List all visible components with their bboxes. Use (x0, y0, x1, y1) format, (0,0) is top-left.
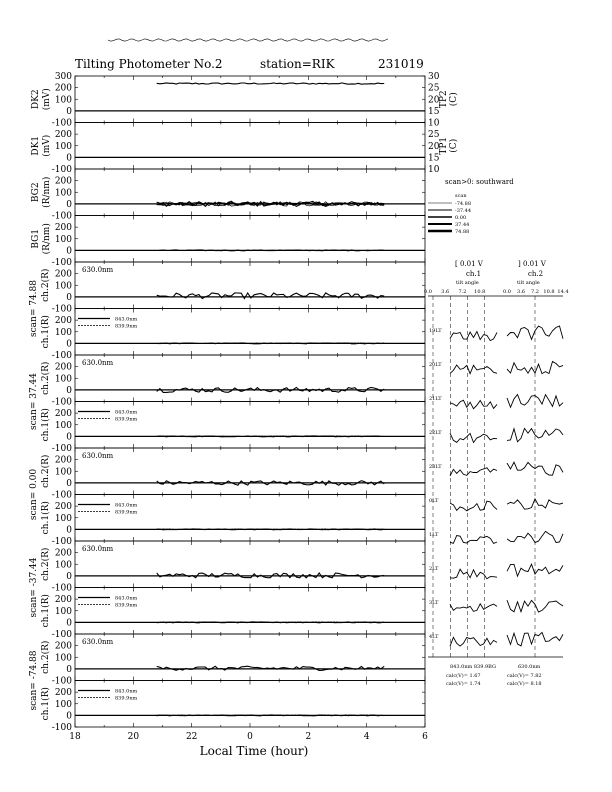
scan-group-label: scan= 74.88 (29, 280, 39, 337)
y-tick-label: 100 (54, 467, 72, 478)
scan-legend-header: scan (455, 193, 467, 199)
x-tick-label: 22 (185, 732, 198, 742)
tilt-axis-title: tilt angle (456, 280, 479, 286)
calc-line-ch1: calc(V)= 1.67 (446, 673, 481, 679)
x-tick-label: 0 (247, 732, 253, 742)
tilt-hour-label: 20LT (429, 362, 442, 368)
right-axis-label: TP2 (439, 90, 449, 109)
tilt-bottom-label-ch2: 630.0nm (518, 664, 541, 670)
legend-label: 843.0nm (115, 409, 138, 416)
y-axis-label: ch.2(R) (41, 640, 51, 674)
x-axis-label: Local Time (hour) (199, 744, 309, 758)
tilt-tick-label: 3.6 (441, 289, 450, 295)
tilt-trace-ch1 (450, 468, 497, 476)
panels (29, 39, 459, 742)
series-line (157, 83, 385, 84)
y-axis-label: ch.2(R) (41, 454, 51, 488)
y-tick-label: 100 (54, 420, 72, 431)
tilt-hour-label: 19LT (429, 328, 442, 334)
tilt-trace-ch1 (450, 569, 497, 579)
tilt-axis-title: tilt angle (517, 280, 540, 286)
y-tick-label: -100 (51, 304, 72, 315)
tilt-hour-label: 4LT (429, 634, 439, 640)
y-tick-label: -100 (51, 676, 72, 687)
y-axis-label: DK2 (31, 89, 41, 110)
panel-s5c2 (29, 634, 425, 711)
y-tick-label: 100 (54, 188, 72, 199)
y-tick-label: 0 (66, 432, 72, 443)
panel-frame (75, 681, 425, 728)
tilt-hour-label: 22LT (429, 430, 442, 436)
panel-frame (75, 541, 425, 588)
tilt-tick-label: 0.0 (503, 289, 511, 295)
x-tick-label: 18 (69, 732, 81, 742)
y-axis-label: (R/nm) (42, 223, 52, 255)
scan-group-label: scan= -37.44 (29, 557, 39, 618)
y-tick-label: 200 (54, 130, 72, 141)
tilt-trace-ch1 (450, 400, 497, 409)
legend-label: 839.9nm (115, 695, 138, 702)
y-tick-label: -100 (51, 537, 72, 547)
y-axis-label: (R/nm) (42, 176, 52, 208)
right-tick-label: 20 (428, 95, 440, 106)
y-tick-label: 200 (54, 409, 72, 420)
panel-frame (75, 169, 425, 216)
tilt-trace-ch1 (450, 637, 497, 646)
legend-label: 839.9nm (115, 509, 138, 516)
panel-s4c2 (29, 541, 425, 618)
legend-label: 630.0nm (82, 638, 114, 646)
scan-group-label: scan= 0.00 (29, 468, 39, 521)
y-axis-label: BG1 (31, 228, 41, 249)
y-tick-label: -100 (51, 258, 72, 268)
right-tick-label: 15 (428, 106, 440, 117)
y-tick-label: -100 (51, 397, 72, 408)
right-axis-label: (C) (449, 92, 459, 107)
y-tick-label: 0 (66, 385, 72, 396)
legend-label: 843.0nm (115, 595, 138, 602)
legend-label: 839.9nm (115, 416, 138, 423)
ch2-label: ch.2 (528, 270, 544, 278)
tilt-hour-label: 2LT (429, 566, 439, 572)
y-tick-label: -100 (51, 583, 72, 594)
y-tick-label: 300 (54, 72, 72, 82)
y-axis-label: ch.2(R) (41, 361, 51, 395)
right-axis-label: (C) (449, 138, 459, 153)
tilt-tick-label: 0.0 (424, 289, 432, 295)
calc-line-ch1: calc(V)= 1.74 (446, 681, 481, 687)
tilt-trace-ch1 (450, 501, 497, 511)
y-tick-label: 200 (54, 455, 72, 466)
tilt-tick-label: 14.4 (557, 289, 569, 295)
scan-legend-entry: 37.44 (455, 222, 470, 228)
tilt-hour-label: 0LT (429, 498, 439, 504)
tilt-trace-ch1 (450, 604, 497, 612)
y-tick-label: 100 (54, 281, 72, 292)
y-tick-label: 200 (54, 595, 72, 606)
y-axis-label: (mV) (42, 88, 52, 111)
panel-frame (75, 216, 425, 263)
panel-s2c1 (40, 402, 425, 455)
panel-bg1 (31, 216, 425, 269)
legend-label: 630.0nm (82, 452, 114, 460)
y-tick-label: 100 (54, 606, 72, 617)
y-axis-label: ch.2(R) (41, 547, 51, 581)
scan-legend-entry: -37.44 (455, 208, 472, 214)
right-tick-label: 25 (428, 130, 440, 141)
legend-label: 630.0nm (82, 545, 114, 553)
y-tick-label: 0 (66, 478, 72, 489)
panel-dk2 (31, 72, 459, 129)
panel-s5c1 (40, 681, 425, 734)
x-tick-label: 20 (127, 732, 140, 742)
calc-line-ch2: calc(V)= 8.18 (507, 681, 542, 687)
y-tick-label: 200 (54, 688, 72, 699)
right-tick-label: 15 (428, 153, 440, 164)
y-tick-label: 0 (66, 153, 72, 164)
y-axis-label: ch.2(R) (41, 268, 51, 302)
y-tick-label: 200 (54, 83, 72, 94)
legend-label: 843.0nm (115, 316, 138, 323)
panel-frame (75, 448, 425, 495)
legend-label: 843.0nm (115, 502, 138, 509)
right-tick-label: 10 (428, 118, 440, 129)
panel-s3c2 (29, 448, 425, 520)
tilt-hour-label: 21LT (429, 396, 442, 402)
right-tick-label: 10 (428, 165, 440, 175)
y-tick-label: 0 (66, 525, 72, 536)
calc-line-ch2: calc(V)= 7.82 (507, 673, 542, 679)
y-tick-label: 0 (66, 246, 72, 257)
ch2-scale-label: ] 0.01 V (518, 260, 546, 268)
chart-title: Tilting Photometer No.2 (75, 57, 223, 71)
y-tick-label: -100 (51, 165, 72, 175)
tilt-tick-label: 10.8 (543, 289, 555, 295)
y-tick-label: 0 (66, 339, 72, 350)
tilt-tick-label: 3.6 (517, 289, 525, 295)
y-tick-label: -100 (51, 351, 72, 361)
tilt-hour-label: 23LT (429, 464, 442, 470)
panel-dk1 (31, 123, 459, 176)
y-tick-label: 200 (54, 502, 72, 513)
panel-frame (75, 262, 425, 309)
tilt-trace-ch1 (450, 365, 497, 374)
station-label: station=RIK (260, 57, 335, 71)
tilt-hour-label: 1LT (429, 532, 439, 538)
y-tick-label: -100 (51, 211, 72, 222)
series-line (157, 293, 385, 299)
y-tick-label: 0 (66, 664, 72, 675)
scan-group-label: scan= -74.88 (29, 650, 39, 711)
y-tick-label: -100 (51, 630, 72, 640)
y-tick-label: 200 (54, 223, 72, 234)
y-tick-label: 100 (54, 653, 72, 664)
legend-label: 839.9nm (115, 602, 138, 609)
y-tick-label: 100 (54, 234, 72, 245)
y-tick-label: 200 (54, 269, 72, 280)
tilt-angle-panel (424, 260, 569, 687)
tilt-trace-ch1 (450, 433, 497, 442)
y-tick-label: 0 (66, 292, 72, 303)
y-axis-label: ch.1(R) (41, 315, 51, 349)
y-tick-label: -100 (51, 723, 72, 733)
panel-bg2 (31, 169, 425, 222)
right-tick-label: 30 (428, 72, 440, 82)
scan-legend-title: scan>0: southward (445, 178, 514, 186)
y-tick-label: 200 (54, 362, 72, 373)
y-tick-label: 100 (54, 699, 72, 710)
y-axis-label: (mV) (42, 134, 52, 157)
x-tick-label: 6 (422, 732, 428, 742)
legend-label: 630.0nm (82, 266, 114, 274)
panel-frame (75, 402, 425, 449)
y-tick-label: 200 (54, 316, 72, 327)
y-tick-label: 100 (54, 374, 72, 385)
tilt-tick-label: 10.8 (474, 289, 486, 295)
panel-s1c1 (40, 309, 425, 362)
y-tick-label: 100 (54, 560, 72, 571)
date-label: 231019 (378, 57, 424, 71)
ch1-scale-label: [ 0.01 V (455, 260, 483, 268)
tilt-hour-label: 3LT (429, 600, 439, 606)
y-axis-label: ch.1(R) (41, 501, 51, 535)
y-tick-label: 100 (54, 95, 72, 106)
right-tick-label: 25 (428, 83, 440, 94)
y-tick-label: 100 (54, 141, 72, 152)
y-tick-label: -100 (51, 118, 72, 129)
y-tick-label: 200 (54, 548, 72, 559)
y-tick-label: -100 (51, 490, 72, 501)
legend-label: 630.0nm (82, 359, 114, 367)
ch1-label: ch.1 (466, 270, 482, 278)
panel-frame (75, 355, 425, 402)
y-tick-label: 0 (66, 618, 72, 629)
x-tick-label: 4 (363, 732, 370, 742)
tilt-trace-ch1 (450, 332, 497, 341)
right-axis-label: TP1 (439, 136, 449, 155)
tilt-tick-label: 7.2 (458, 289, 467, 295)
panel-s4c1 (40, 588, 425, 641)
y-tick-label: 200 (54, 176, 72, 187)
panel-frame (75, 588, 425, 635)
panel-frame (75, 123, 425, 170)
y-tick-label: 200 (54, 641, 72, 652)
legend-label: 839.9nm (115, 323, 138, 330)
scan-legend-entry: 0.00 (455, 215, 467, 221)
y-axis-label: BG2 (31, 182, 41, 203)
x-tick-label: 2 (305, 732, 312, 742)
scan-legend-entry: -74.88 (455, 201, 472, 207)
tilt-bottom-label-ch1: 843.0nm 839.9BG (450, 664, 496, 670)
y-axis-label: ch.1(R) (41, 687, 51, 721)
scan-legend-entry: 74.88 (455, 229, 470, 235)
scan-group-label: scan= 37.44 (29, 373, 39, 430)
y-axis-label: DK1 (31, 135, 41, 156)
y-tick-label: 0 (66, 711, 72, 722)
legend-label: 843.0nm (115, 688, 138, 695)
tilt-tick-label: 7.2 (531, 289, 539, 295)
y-tick-label: 0 (66, 106, 72, 117)
tilt-trace-ch1 (450, 536, 497, 544)
panel-frame (75, 309, 425, 356)
right-tick-label: 20 (428, 141, 440, 152)
panel-s3c1 (40, 495, 425, 548)
y-axis-label: ch.1(R) (41, 594, 51, 628)
y-tick-label: 100 (54, 513, 72, 524)
panel-frame (75, 634, 425, 681)
y-tick-label: 0 (66, 199, 72, 210)
panel-frame (75, 495, 425, 542)
y-tick-label: 0 (66, 571, 72, 582)
top-trace-line (108, 39, 388, 41)
scan-legend (428, 201, 471, 235)
panel-frame (75, 76, 425, 123)
y-tick-label: 100 (54, 327, 72, 338)
y-axis-label: ch.1(R) (41, 408, 51, 442)
y-tick-label: -100 (51, 444, 72, 454)
